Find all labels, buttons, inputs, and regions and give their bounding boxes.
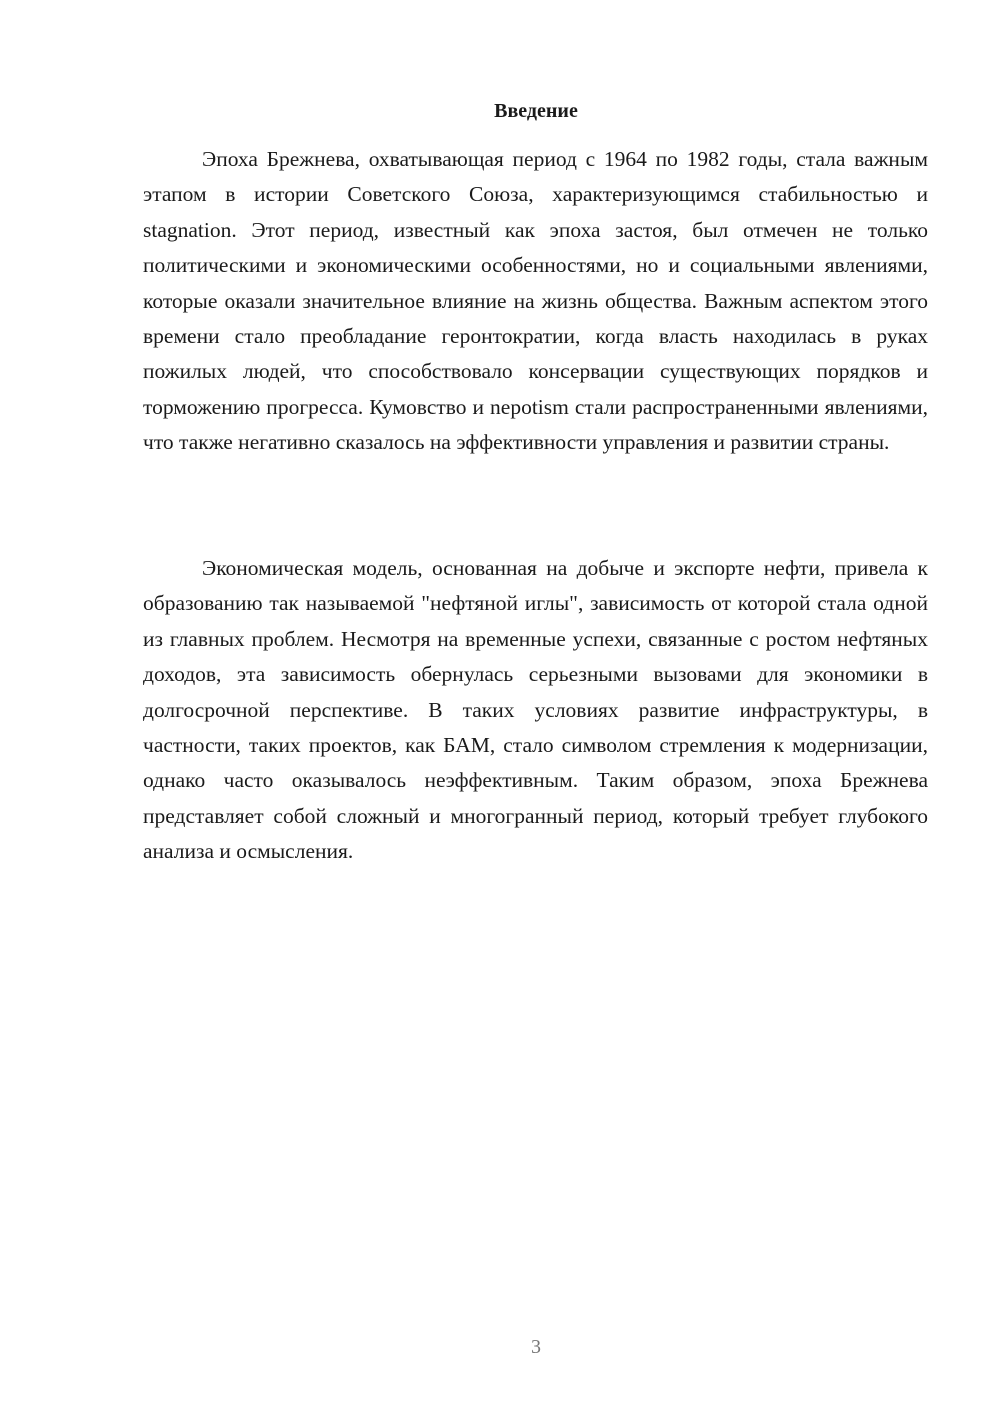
paragraph-intro: Эпоха Брежнева, охватывающая период с 1964 по 1982 годы, стала важным этапом в истории Советского Союза, характеризующимся стабильностью и stagnation. Этот период, известный как эпоха застоя, был отмечен не только политическими и экономическими особенностями, но и социальными явлениями, которые оказали значительное влияние на жизнь общества. Важным аспектом этого времени стало преобладание геронтократии, когда власть находилась в руках пожилых людей, что способствовало консервации существующих порядков и торможению прогресса. Кумовство и nepotism стали распространенными явлениями, что также негативно сказалось на эффективности управления и развитии страны. (143, 147, 928, 455)
section-heading: Введение (494, 100, 578, 122)
page-number: 3 (531, 1336, 541, 1358)
paragraph-economy: Экономическая модель, основанная на добыче и экспорте нефти, привела к образованию так называемой "нефтяной иглы", зависимость от которой стала одной из главных проблем. Несмотря на временные успехи, связанные с ростом нефтяных доходов, эта зависимость обернулась серьезными вызовами для экономики в долгосрочной перспективе. В таких условиях развитие инфраструктуры, в частности, таких проектов, как БАМ, стало символом стремления к модернизации, однако часто оказывалось неэффективным. Таким образом, эпоха Брежнева представляет собой сложный и многогранный период, который требует глубокого анализа и осмысления. (143, 556, 928, 864)
